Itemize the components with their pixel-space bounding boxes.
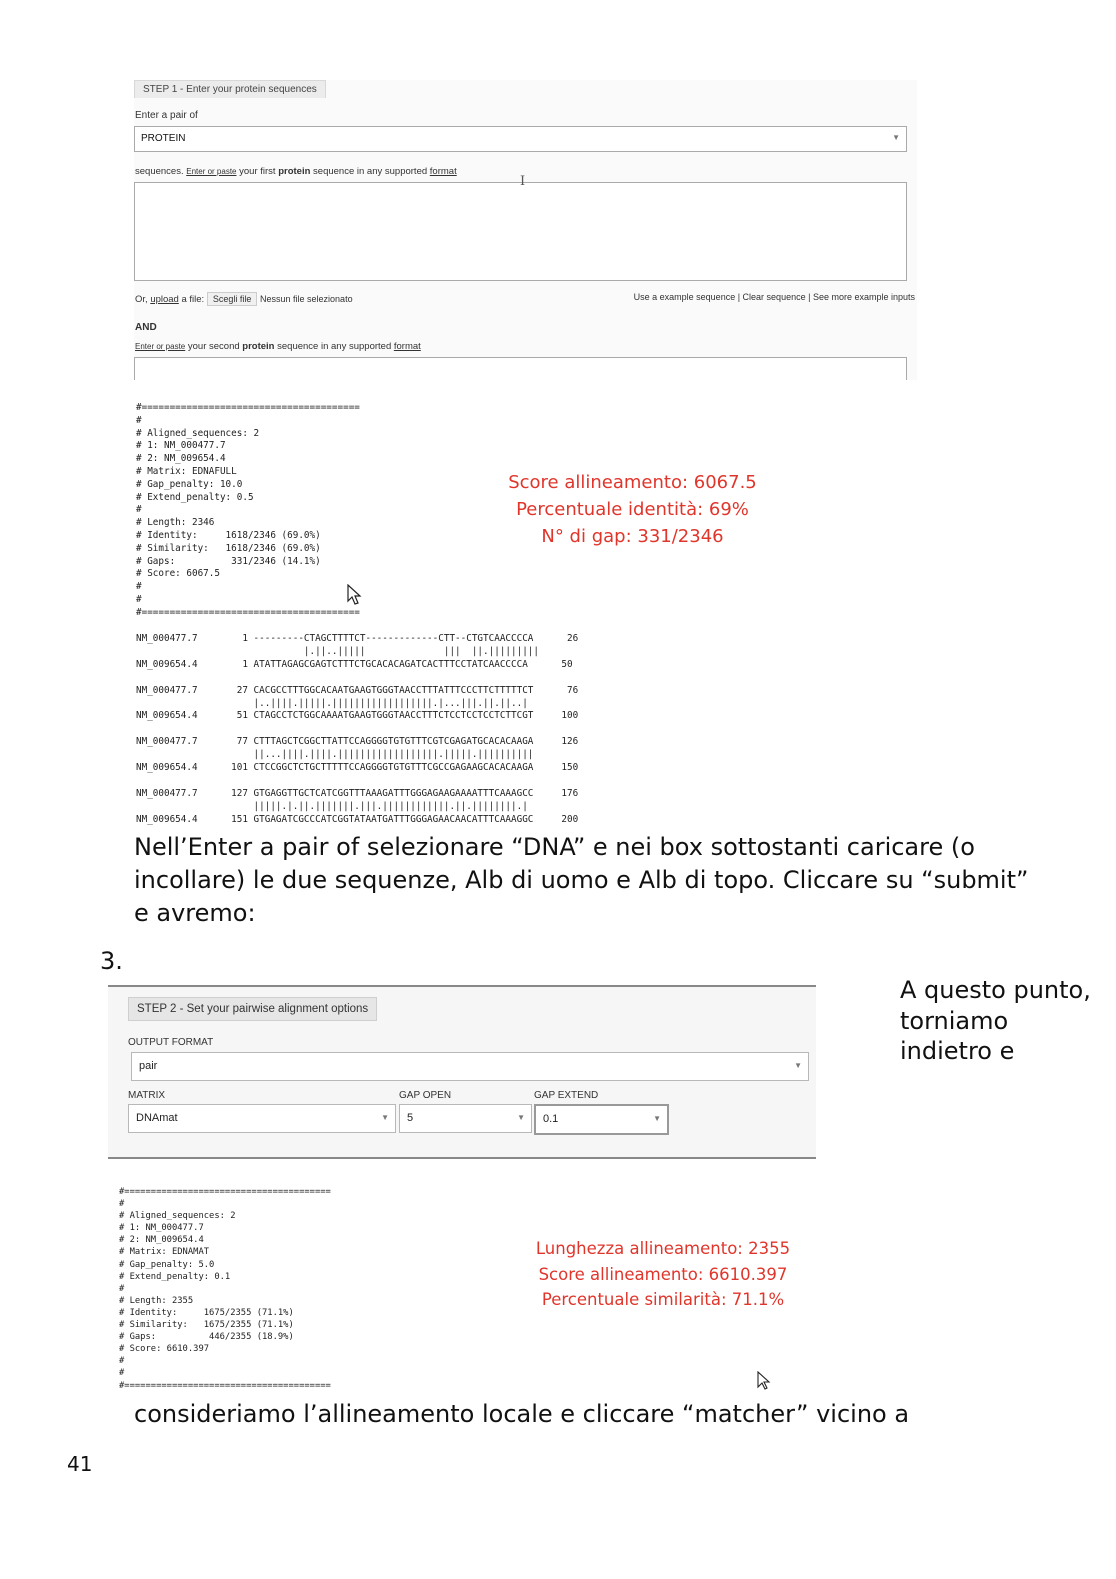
paragraph-instructions: Nell’Enter a pair of selezionare “DNA” e nei box sottostanti caricare (o incollare) le due sequenze, Alb di uomo e Alb di topo. Cliccare su “submit” e avremo: bbox=[134, 833, 1029, 927]
output-format-label: OUTPUT FORMAT bbox=[128, 1037, 214, 1048]
second-enter-paste-link[interactable]: Enter or paste bbox=[135, 342, 186, 351]
gap-extend-label: GAP EXTEND bbox=[534, 1090, 599, 1101]
gap-open-value: 5 bbox=[407, 1112, 414, 1124]
no-file-text: Nessun file selezionato bbox=[260, 294, 353, 304]
molecule-type-value: PROTEIN bbox=[141, 133, 186, 144]
clear-sequence-link[interactable]: Clear sequence bbox=[742, 292, 806, 302]
see-more-examples-link[interactable]: See more example inputs bbox=[812, 292, 915, 302]
first-format-link[interactable]: format bbox=[429, 166, 457, 177]
second-format-link[interactable]: format bbox=[393, 341, 421, 352]
second-sequence-textarea[interactable] bbox=[134, 357, 907, 380]
similarity-annotation: Percentuale similarità: 71.1% bbox=[541, 1290, 785, 1309]
chevron-down-icon: ▼ bbox=[381, 1113, 389, 1122]
score-annotation: Score allineamento: 6067.5 bbox=[508, 472, 757, 493]
paragraph-local-alignment: consideriamo l’allineamento locale e cliccare “matcher” vicino a bbox=[134, 1400, 910, 1428]
output-format-value: pair bbox=[139, 1060, 158, 1072]
gap-open-select[interactable] bbox=[399, 1104, 532, 1133]
use-example-link[interactable]: Use a example sequence bbox=[633, 292, 736, 302]
gap-open-label: GAP OPEN bbox=[399, 1090, 452, 1101]
step2-tab: STEP 2 - Set your pairwise alignment options bbox=[128, 997, 377, 1021]
result-annotation-2 bbox=[518, 1236, 808, 1313]
output-format-select[interactable] bbox=[131, 1052, 809, 1081]
chevron-down-icon: ▼ bbox=[653, 1114, 661, 1123]
upload-row: Or, upload a file: Scegli file Nessun file selezionato bbox=[135, 294, 353, 305]
first-sequence-textarea[interactable] bbox=[134, 182, 907, 281]
enter-pair-label: Enter a pair of bbox=[135, 110, 198, 121]
second-sequence-instruction: Enter or paste your second protein sequence in any supported format bbox=[135, 341, 421, 352]
example-links: Use a example sequence | Clear sequence | See more example inputs bbox=[633, 292, 915, 302]
side-text: A questo punto, torniamo indietro e bbox=[900, 976, 1091, 1065]
matrix-value: DNAmat bbox=[136, 1112, 178, 1124]
score-annotation-2: Score allineamento: 6610.397 bbox=[538, 1264, 788, 1284]
alignment-rows: NM_000477.7 1 ---------CTAGCTTTTCT-------------CTT--CTGTCAACCCCA 26 |.||..||||| ||| ||.||||||||| NM_009654.4 1 ATATTAGAGCGAGTCTTTCTGCACACAGATCACTTTCCTATCAACCCCA 50 NM_000477.7 27 CACGCCTTTGGCACAATGAAGTGGGTAACCTTTATTTCCCTTCTTTTTCT 76 |..||||.|||||.||||||||||||||||||.|...|||.||.||..| NM_009654.4 51 CTAGCCTCTGGCAAAATGAAGTGGGTAACCTTTCTCCTCCTCCTCTTCGT 100 NM_000477.7 77 CTTTAGCTCGGCTTATTCCAGGGGTGTGTTTCGTCGAGATGCACACAAGA 126 ||...||||.||||.||||||||||||||||||.|||||.|||||||||| NM_009654.4 101 CTCCGGCTCTGCTTTTTCCAGGGGTGTGTTTCGCCGAGAAGCACACAAGA 150 NM_000477.7 127 GTGAGGTTGCTCATCGGTTTAAAGATTTGGGAGAAGAAAATTTCAAAGCC 176 |||||.|.||.|||||||.|||.||||||||||||.||.||||||||.| NM_009654.4 151 GTGAGATCGCCCATCGGTATAATGATTTGGGAGAACAACATTTCAAAGGC 200 bbox=[136, 633, 579, 825]
identity-annotation: Percentuale identità: 69% bbox=[516, 499, 749, 520]
first-sequence-instruction: sequences. Enter or paste your first protein sequence in any supported format bbox=[135, 166, 457, 177]
molecule-type-select[interactable] bbox=[134, 126, 907, 152]
step1-form-screenshot bbox=[134, 80, 917, 380]
alignment-header-2: #======================================= # # Aligned_sequences: 2 # 1: NM_000477.7 # 2: NM_009654.4 # Matrix: EDNAMAT # Gap_penalty: 5.0 # Extend_penalty: 0.1 # # Length: 2355 # Identity: 1675/2355 (71.1%) # Similarity: 1675/2355 (71.1%) # Gaps: 446/2355 (18.9%) # Score: 6610.397 # # #======================================= bbox=[119, 1187, 331, 1391]
and-label: AND bbox=[135, 322, 157, 333]
alignment-header-1: #======================================= # # Aligned_sequences: 2 # 1: NM_000477.7 # 2: NM_009654.4 # Matrix: EDNAFULL # Gap_penalty: 10.0 # Extend_penalty: 0.5 # # Length: 2346 # Identity: 1618/2346 (69.0%) # Similarity: 1618/2346 (69.0%) # Gaps: 331/2346 (14.1%) # Score: 6067.5 # # #======================================= bbox=[136, 402, 360, 618]
chevron-down-icon: ▼ bbox=[517, 1113, 525, 1122]
choose-file-button[interactable]: Scegli file bbox=[207, 292, 258, 306]
chevron-down-icon: ▼ bbox=[794, 1061, 802, 1070]
step1-tab: STEP 1 - Enter your protein sequences bbox=[134, 80, 326, 98]
chevron-down-icon: ▼ bbox=[892, 133, 900, 142]
mouse-pointer-icon bbox=[346, 584, 362, 606]
gap-annotation: N° di gap: 331/2346 bbox=[541, 526, 724, 547]
upload-link[interactable]: upload bbox=[150, 294, 179, 305]
step2-form-screenshot bbox=[108, 985, 816, 1159]
page-number: 41 bbox=[67, 1452, 93, 1476]
length-annotation: Lunghezza allineamento: 2355 bbox=[535, 1239, 791, 1258]
gap-extend-value: 0.1 bbox=[543, 1113, 559, 1125]
matrix-label: MATRIX bbox=[128, 1090, 166, 1101]
mouse-pointer-icon-2 bbox=[756, 1371, 772, 1391]
gap-extend-select[interactable] bbox=[534, 1104, 669, 1135]
list-number: 3. bbox=[100, 947, 123, 975]
text-cursor-icon: I bbox=[520, 174, 526, 189]
first-enter-paste-link[interactable]: Enter or paste bbox=[186, 167, 237, 176]
result-annotation-1 bbox=[490, 469, 775, 550]
matrix-select[interactable] bbox=[128, 1104, 396, 1133]
